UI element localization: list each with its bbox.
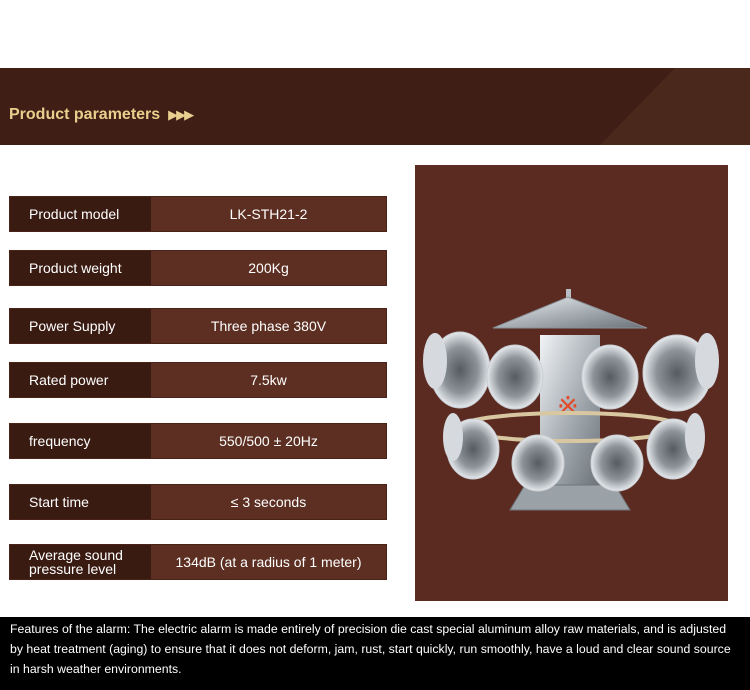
param-value: 200Kg [248,260,289,276]
param-value: 550/500 ± 20Hz [219,433,318,449]
param-value: LK-STH21-2 [229,206,308,222]
param-value: Three phase 380V [210,318,327,334]
section-title [9,104,192,126]
param-value: 134dB (at a radius of 1 meter) [175,554,362,570]
electric-alarm-siren-image [415,165,728,601]
svg-text:※: ※ [557,392,579,422]
param-label: Product model [10,197,151,231]
features-description: Features of the alarm: The electric alarm is made entirely of precision die cast special aluminum alloy raw materials, and is adjusted by heat treatment (aging) to ensure that it does not deform, jam, rust, start quickly, run smoothly, have a loud and clear sound source in harsh weather environments. [0,617,750,690]
banner-decoration [600,68,750,145]
section-title-text: Product parameters [9,106,161,123]
triple-chevron-icon: ▶▶▶ [168,107,193,122]
param-value: 7.5kw [250,372,287,388]
param-label: Power Supply [10,309,151,343]
param-row-rated-power [9,362,387,398]
param-label: Product weight [10,251,151,285]
param-value: ≤ 3 seconds [230,494,307,510]
param-row-weight [9,250,387,286]
param-label: Start time [10,485,151,519]
param-label: frequency [10,424,151,458]
param-row-power-supply [9,308,387,344]
product-photo [415,165,728,601]
param-label: Rated power [10,363,151,397]
param-row-sound-pressure [9,544,387,580]
param-label: Average sound pressure level [10,545,151,579]
param-row-model [9,196,387,232]
param-row-start-time [9,484,387,520]
param-row-frequency [9,423,387,459]
